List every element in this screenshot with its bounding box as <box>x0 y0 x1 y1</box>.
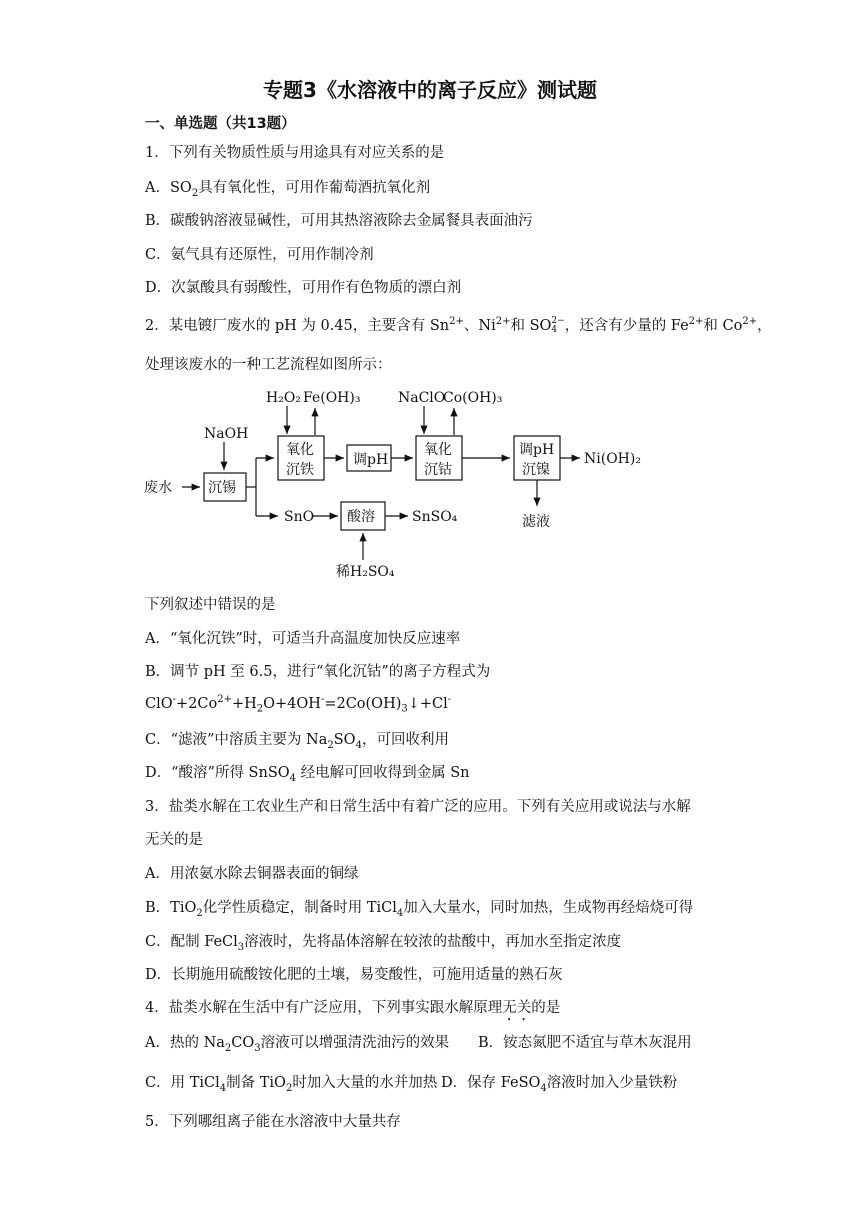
q2-equation: $ClO^-+2Co^{2+}+H_2O+4OH^-=2Co(OH)_3↓+Cl^-$ <box>145 694 452 715</box>
q1-option-a: A．$SO_2$具有氧化性，可用作葡萄酒抗氧化剂 <box>145 180 431 199</box>
q4-stem: 4．盐类水解在生活中有广泛应用，下列事实跟水解原理无关的是 <box>145 1000 561 1016</box>
snso4-label: SnSO₄ <box>412 509 458 525</box>
q3-option-a: A．用浓氨水除去铜器表面的铜绿 <box>145 866 359 882</box>
adj-ni-label-2: 沉镍 <box>522 462 550 478</box>
q2-option-d: D．“酸溶”所得 SnSO$_4$ 经电解可回收得到金属 Sn <box>145 765 470 784</box>
nioh2-label: Ni(OH)₂ <box>584 451 641 467</box>
section-heading: 一、单选题（共13题） <box>145 116 296 132</box>
q3-stem-line2: 无关的是 <box>145 832 203 848</box>
sno-label: SnO <box>284 509 315 525</box>
dilute-h2so4-label: 稀H₂SO₄ <box>336 564 395 580</box>
q3-stem: 3．盐类水解在工农业生产和日常生活中有着广泛的应用。下列有关应用或说法与水解 <box>145 799 691 815</box>
emphasis-text: 无关 <box>502 1000 532 1016</box>
adjust-ph-label: 调pH <box>353 452 389 468</box>
q4-option-d: D．保存 FeSO$_4$溶液时加入少量铁粉 <box>441 1075 678 1094</box>
oxid-fe-label-2: 沉铁 <box>286 462 314 478</box>
process-flow-diagram <box>140 378 680 583</box>
adj-ni-label-1: 调pH <box>519 442 555 458</box>
q2-option-c: C．“滤液”中溶质主要为 $Na_2SO_4$，可回收利用 <box>145 732 449 751</box>
filtrate-label: 滤液 <box>522 514 550 530</box>
tin-precip-label: 沉锡 <box>208 480 236 496</box>
q3-option-c: C．配制 FeCl$_3$溶液时，先将晶体溶解在较浓的盐酸中，再加水至指定浓度 <box>145 934 622 953</box>
q1-option-d: D．次氯酸具有弱酸性，可用作有色物质的漂白剂 <box>145 280 462 296</box>
q4-option-b: B．铵态氮肥不适宜与草木灰混用 <box>478 1035 692 1051</box>
acid-dissolve-label: 酸溶 <box>347 509 375 525</box>
q2-ask: 下列叙述中错误的是 <box>145 597 276 613</box>
page-title: 专题3《水溶液中的离子反应》测试题 <box>263 78 597 102</box>
feoh3-label: Fe(OH)₃ <box>303 390 361 406</box>
naoh-label: NaOH <box>204 426 249 442</box>
oxid-fe-label-1: 氧化 <box>286 442 314 458</box>
q1-option-c: C．氨气具有还原性，可用作制冷剂 <box>145 247 374 263</box>
q2-stem: 2．某电镀厂废水的 pH 为 0.45，主要含有 $Sn^{2+}$、$Ni^{2+}$和 SO 2− 4 ，还含有少量的 $Fe^{2+}$和 $Co^{2+}$， <box>145 316 772 335</box>
q4-option-c: C．用 TiCl$_4$制备 TiO$_2$时加入大量的水并加热 <box>145 1075 438 1094</box>
oxid-co-label-1: 氧化 <box>424 442 452 458</box>
q2-option-b: B．调节 pH 至 6.5，进行“氧化沉钴”的离子方程式为 <box>145 664 491 680</box>
q3-option-d: D．长期施用硫酸铵化肥的土壤，易变酸性，可施用适量的熟石灰 <box>145 967 563 983</box>
q2-option-a: A．“氧化沉铁”时，可适当升高温度加快反应速率 <box>145 631 461 647</box>
q4-option-a: A．热的 $Na_2CO_3$溶液可以增强清洗油污的效果 <box>145 1035 450 1054</box>
q3-option-b: B．TiO$_2$化学性质稳定，制备时用 TiCl$_4$加入大量水，同时加热，生成物再经焙烧可得 <box>145 900 694 919</box>
q1-stem: 1．下列有关物质性质与用途具有对应关系的是 <box>145 145 445 161</box>
cooh3-label: Co(OH)₃ <box>443 390 503 406</box>
q5-stem: 5．下列哪组离子能在水溶液中大量共存 <box>145 1114 401 1130</box>
oxid-co-label-2: 沉钴 <box>424 462 452 478</box>
naclo-label: NaClO <box>398 390 446 406</box>
wastewater-label: 废水 <box>144 480 172 496</box>
q1-option-b: B．碳酸钠溶液显碱性，可用其热溶液除去金属餐具表面油污 <box>145 213 533 229</box>
q2-stem-line2: 处理该废水的一种工艺流程如图所示： <box>145 357 392 373</box>
h2o2-label: H₂O₂ <box>266 390 301 406</box>
